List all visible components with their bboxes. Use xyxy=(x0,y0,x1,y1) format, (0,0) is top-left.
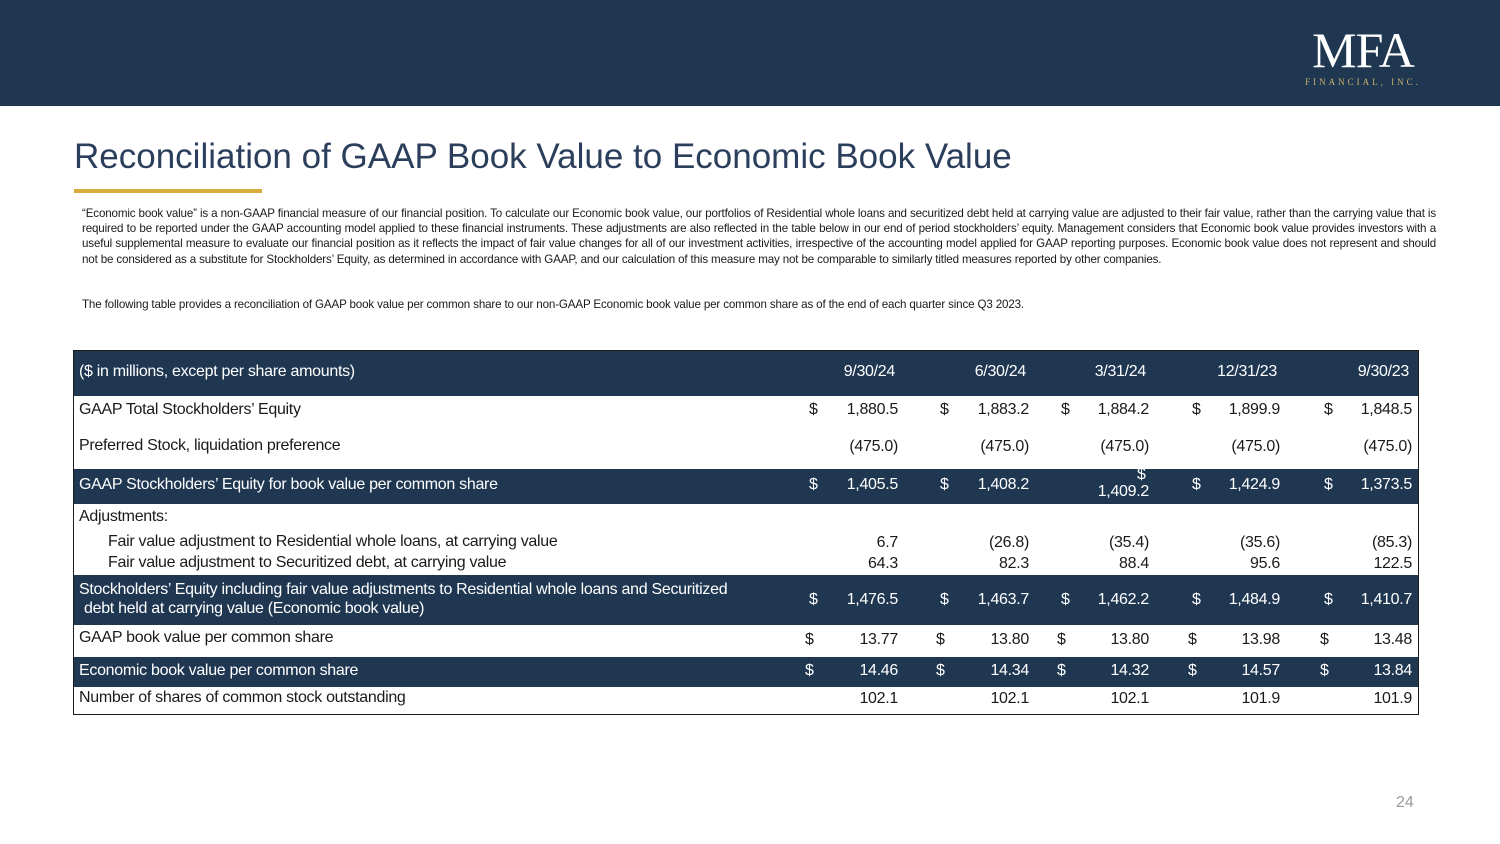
currency-symbol: $ xyxy=(1192,591,1201,608)
value-cell: 13.84 xyxy=(1373,662,1412,679)
row-label: Fair value adjustment to Residential whole loans, at carrying value xyxy=(108,533,558,550)
row-label: Stockholders’ Equity including fair value adjustments to Residential whole loans and Securitized xyxy=(79,581,728,598)
value-cell: 14.32 xyxy=(1110,662,1149,679)
value-cell: 6.7 xyxy=(876,534,898,551)
value-cell: 13.80 xyxy=(990,631,1029,648)
row-label: Number of shares of common stock outstanding xyxy=(79,689,406,706)
value-cell: 1,373.5 xyxy=(1360,476,1412,493)
value-cell: 122.5 xyxy=(1373,555,1412,572)
logo-wordmark: MFA xyxy=(1312,22,1414,78)
table-row-highlight xyxy=(74,657,1418,687)
value-cell: 1,410.7 xyxy=(1360,591,1412,608)
currency-symbol: $ xyxy=(940,476,949,493)
currency-symbol: $ xyxy=(809,591,818,608)
value-cell: 1,405.5 xyxy=(846,476,898,493)
currency-symbol: $ xyxy=(809,476,818,493)
table-row xyxy=(74,687,1418,714)
currency-symbol: $ xyxy=(1061,401,1070,418)
currency-symbol: $ xyxy=(1188,631,1197,648)
column-header: 6/30/24 xyxy=(974,363,1026,380)
currency-symbol: $ xyxy=(936,662,945,679)
value-cell: 1,409.2 xyxy=(1097,483,1149,500)
value-cell: (35.6) xyxy=(1240,534,1280,551)
value-cell: 1,462.2 xyxy=(1097,591,1149,608)
intro-paragraph: “Economic book value” is a non-GAAP financial measure of our financial position. To calculate our Economic book value, our portfolios of Residential whole loans and securitized debt held at carrying value are adjusted to their fair value, rather than the carrying value that is required to be reported under the GAAP accounting model applied to these financial instruments. These adjustments are also reflected in the table below in our end of period stockholders’ equity. Management considers that Economic book value provides investors with a useful supplemental measure to evaluate our financial position as it reflects the impact of fair value changes for all of our investment activities, irrespective of the accounting model applied for GAAP reporting purposes. Economic book value does not represent and should not be considered as a substitute for Stockholders’ Equity, as determined in accordance with GAAP, and our calculation of this measure may not be comparable to similarly titled measures reported by other companies. xyxy=(82,207,1436,266)
value-cell: 1,848.5 xyxy=(1360,401,1412,418)
value-cell: 101.9 xyxy=(1241,690,1280,707)
value-cell: 1,883.2 xyxy=(977,401,1029,418)
currency-symbol: $ xyxy=(1057,662,1066,679)
value-cell: (475.0) xyxy=(849,438,898,455)
value-cell: (35.4) xyxy=(1109,534,1149,551)
value-cell: 1,899.9 xyxy=(1228,401,1280,418)
value-cell: (475.0) xyxy=(1231,438,1280,455)
currency-symbol: $ xyxy=(1061,591,1070,608)
title-underline xyxy=(74,189,262,193)
value-cell: 102.1 xyxy=(1110,690,1149,707)
table-row xyxy=(74,396,1418,432)
currency-symbol: $ xyxy=(1320,631,1329,648)
currency-symbol: $ xyxy=(1192,476,1201,493)
column-header: 3/31/24 xyxy=(1094,363,1146,380)
currency-symbol: $ xyxy=(940,401,949,418)
value-cell: 102.1 xyxy=(990,690,1029,707)
currency-symbol: $ xyxy=(805,662,814,679)
value-cell: 1,484.9 xyxy=(1228,591,1280,608)
header-bar xyxy=(0,0,1500,106)
row-label-line2: debt held at carrying value (Economic book value) xyxy=(84,600,425,617)
table-row xyxy=(74,504,1418,530)
value-cell: 102.1 xyxy=(859,690,898,707)
row-label: Economic book value per common share xyxy=(79,662,359,679)
currency-symbol: $ xyxy=(1324,476,1333,493)
currency-symbol: $ xyxy=(936,631,945,648)
currency-symbol: $ xyxy=(1057,631,1066,648)
table-row-highlight xyxy=(74,575,1418,625)
value-cell: 1,408.2 xyxy=(977,476,1029,493)
table-row xyxy=(74,432,1418,468)
table-row xyxy=(74,625,1418,657)
table-header-row xyxy=(74,351,1418,396)
currency-symbol: $ xyxy=(1324,591,1333,608)
currency-symbol: $ xyxy=(1320,662,1329,679)
reconciliation-table xyxy=(73,350,1419,715)
value-cell: (475.0) xyxy=(1100,438,1149,455)
value-cell: 1,880.5 xyxy=(846,401,898,418)
value-cell: (26.8) xyxy=(989,534,1029,551)
intro-paragraph-2: The following table provides a reconciliation of GAAP book value per common share to our non-GAAP Economic book value per common share as of the end of each quarter since Q3 2023. xyxy=(82,298,1024,311)
currency-symbol: $ xyxy=(940,591,949,608)
value-cell: 82.3 xyxy=(999,555,1029,572)
value-cell: 88.4 xyxy=(1119,555,1149,572)
value-cell: (475.0) xyxy=(980,438,1029,455)
currency-symbol: $ xyxy=(805,631,814,648)
section-label: Adjustments: xyxy=(79,508,168,525)
value-cell: 1,424.9 xyxy=(1228,476,1280,493)
logo-subtitle: FINANCIAL, INC. xyxy=(1305,77,1421,87)
value-cell: 13.77 xyxy=(859,631,898,648)
value-cell: 1,884.2 xyxy=(1097,401,1149,418)
value-cell: 1,476.5 xyxy=(846,591,898,608)
row-label: Preferred Stock, liquidation preference xyxy=(79,437,341,454)
currency-symbol: $ xyxy=(1192,401,1201,418)
currency-symbol: $ xyxy=(809,401,818,418)
column-header: 12/31/23 xyxy=(1217,363,1277,380)
value-cell: 13.98 xyxy=(1241,631,1280,648)
company-logo xyxy=(1296,22,1430,87)
value-cell: 14.46 xyxy=(859,662,898,679)
value-cell: (475.0) xyxy=(1363,438,1412,455)
value-cell: 1,463.7 xyxy=(977,591,1029,608)
page-title: Reconciliation of GAAP Book Value to Economic Book Value xyxy=(74,137,1012,176)
row-label: Fair value adjustment to Securitized debt, at carrying value xyxy=(108,554,507,571)
currency-symbol: $ xyxy=(1137,466,1146,483)
value-cell: 95.6 xyxy=(1250,555,1280,572)
page-number: 24 xyxy=(1396,794,1414,811)
header-label: ($ in millions, except per share amounts) xyxy=(79,363,355,380)
column-header: 9/30/23 xyxy=(1357,363,1409,380)
table-row xyxy=(74,532,1418,554)
value-cell: 64.3 xyxy=(868,555,898,572)
value-cell: 13.80 xyxy=(1110,631,1149,648)
value-cell: (85.3) xyxy=(1372,534,1412,551)
value-cell: 101.9 xyxy=(1373,690,1412,707)
currency-symbol: $ xyxy=(1188,662,1197,679)
row-label: GAAP book value per common share xyxy=(79,629,334,646)
value-cell: 14.57 xyxy=(1241,662,1280,679)
table-row xyxy=(74,554,1418,575)
currency-symbol: $ xyxy=(1324,401,1333,418)
value-cell: 13.48 xyxy=(1373,631,1412,648)
row-label: GAAP Stockholders’ Equity for book value per common share xyxy=(79,476,498,493)
table-row-highlight xyxy=(74,466,1418,504)
value-cell: 14.34 xyxy=(990,662,1029,679)
column-header: 9/30/24 xyxy=(843,363,895,380)
row-label: GAAP Total Stockholders’ Equity xyxy=(79,401,301,418)
